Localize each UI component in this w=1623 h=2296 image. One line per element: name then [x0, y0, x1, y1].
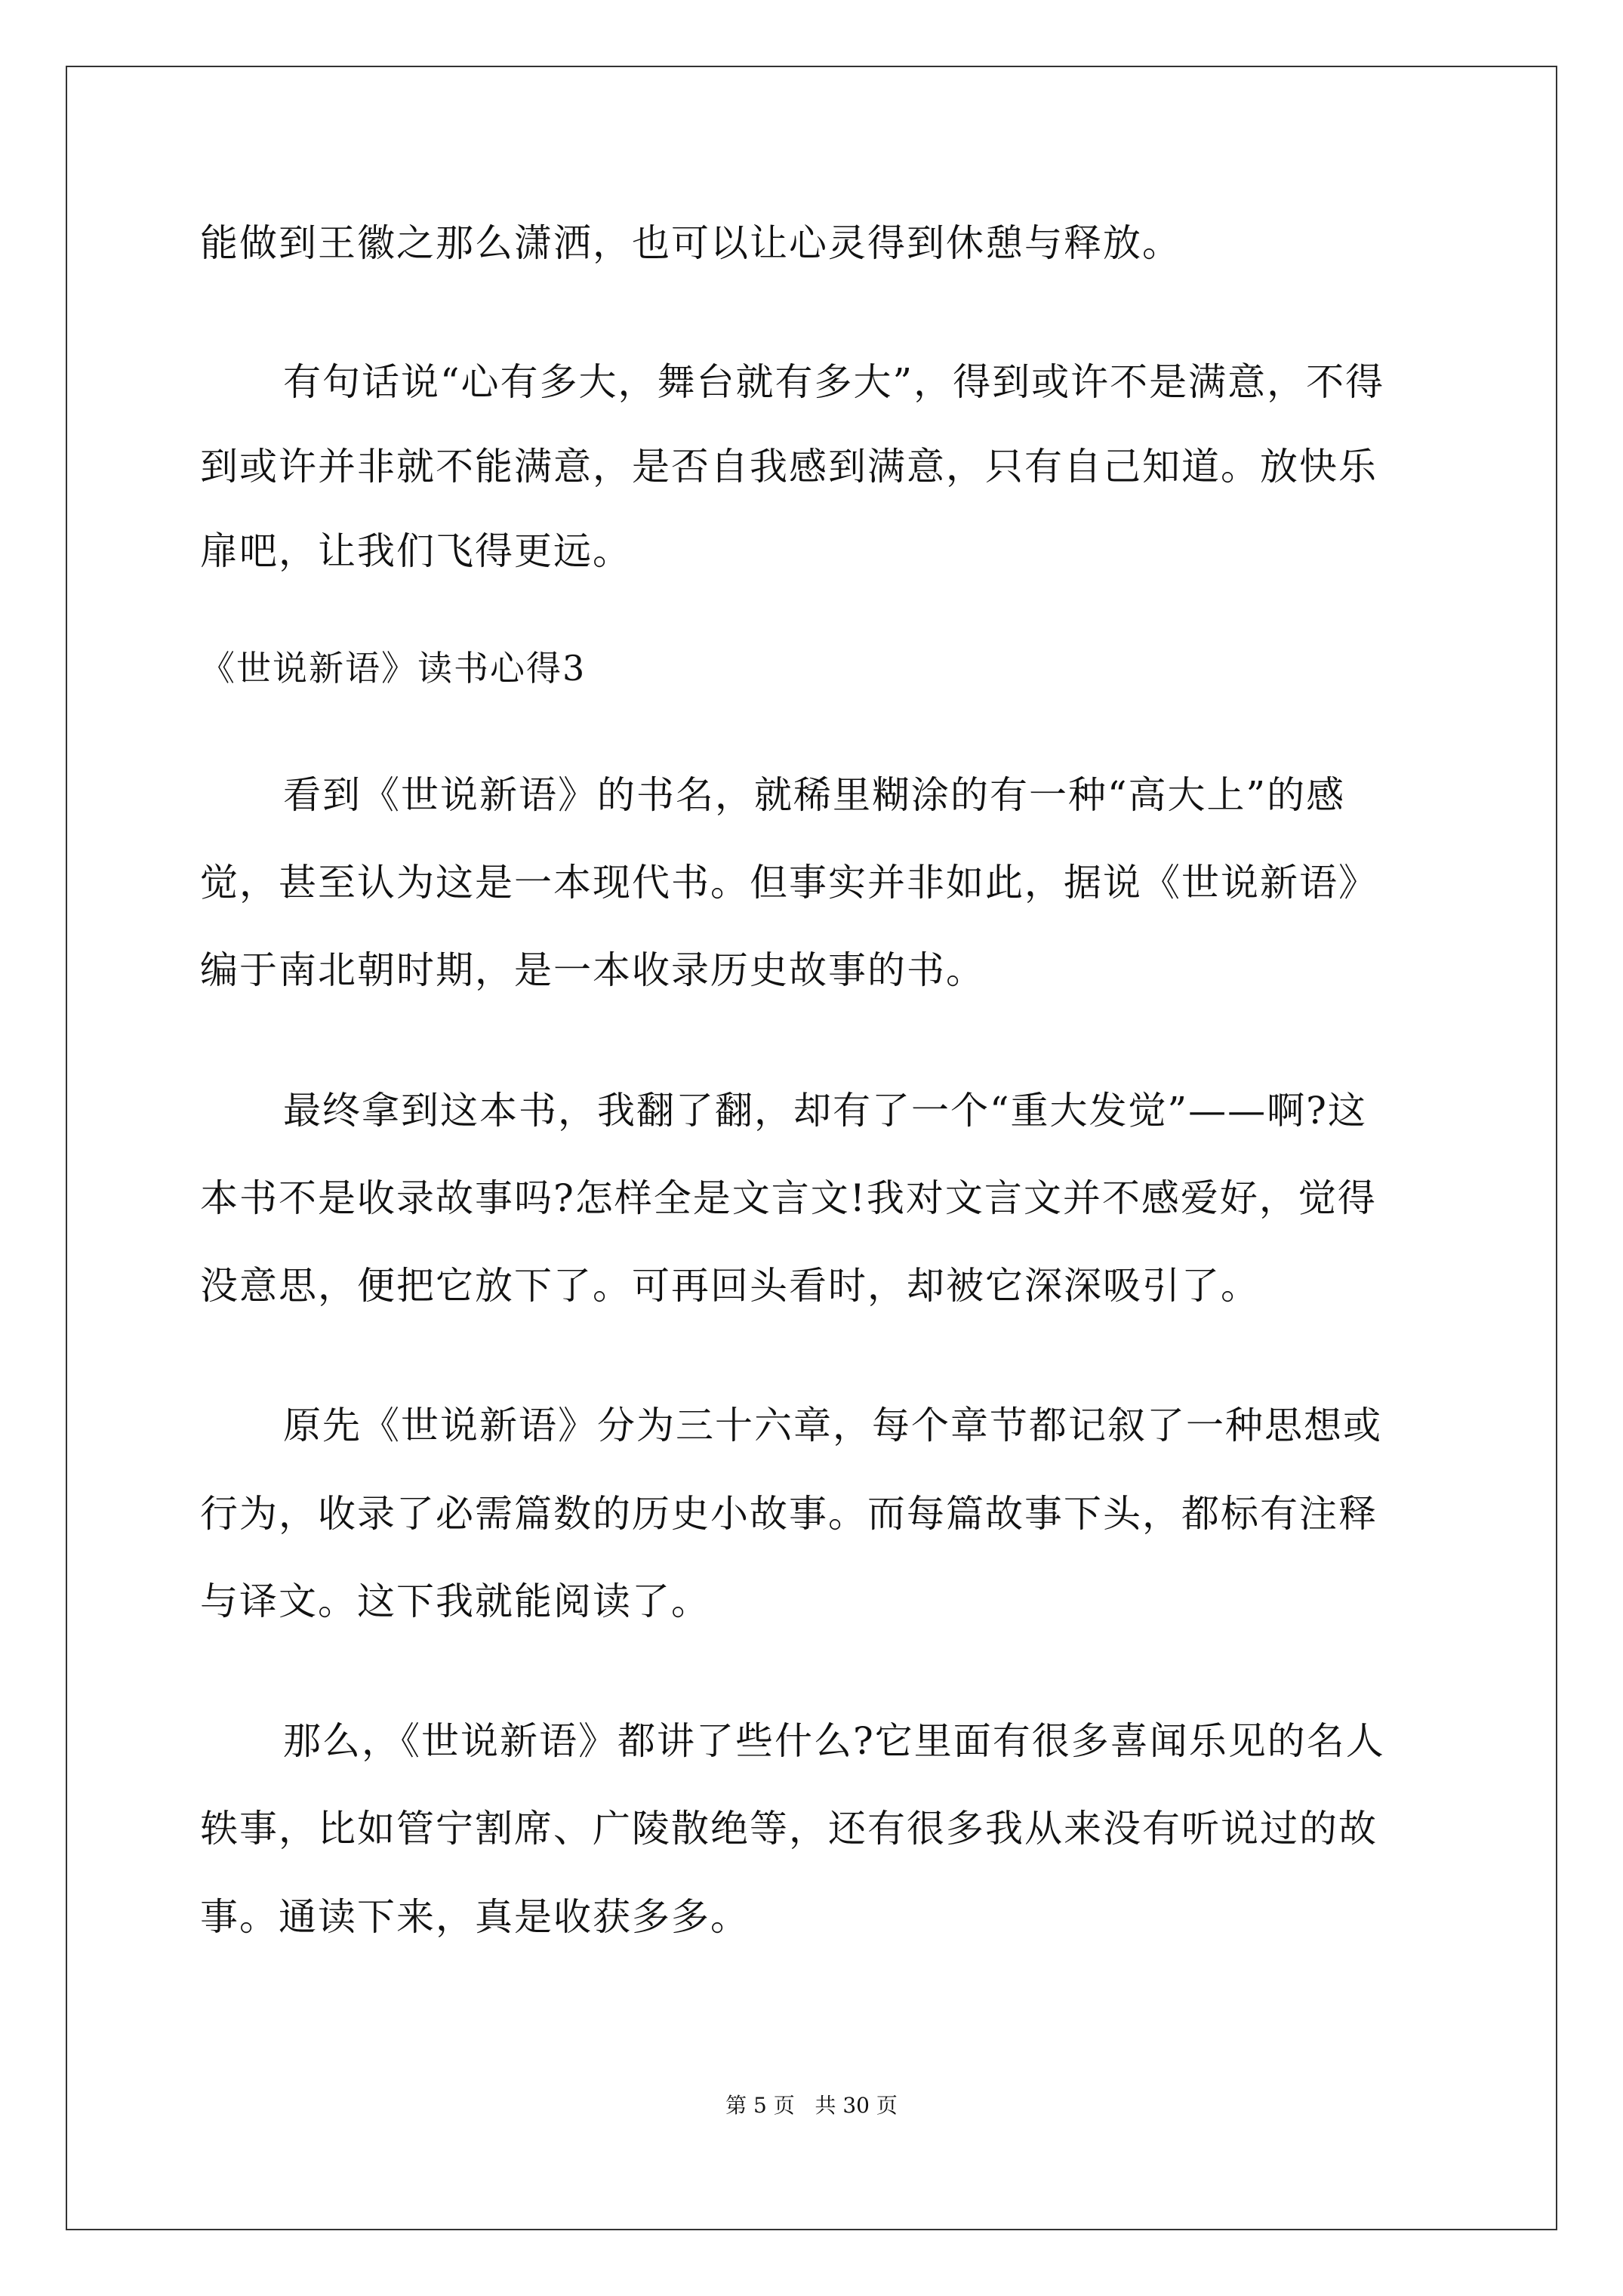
paragraph-line: 行为，收录了必需篇数的历史小故事。而每篇故事下头，都标有注释: [200, 1492, 1378, 1536]
paragraph-line: 最终拿到这本书，我翻了翻，却有了一个“重大发觉”——啊?这: [283, 1089, 1367, 1133]
paragraph-line: 没意思，便把它放下了。可再回头看时，却被它深深吸引了。: [200, 1264, 1260, 1308]
paragraph-line: 觉，甚至认为这是一本现代书。但事实并非如此，据说《世说新语》: [200, 861, 1378, 905]
paragraph-line: 与译文。这下我就能阅读了。: [200, 1579, 710, 1623]
paragraph-line: 到或许并非就不能满意，是否自我感到满意，只有自己知道。放快乐: [200, 445, 1378, 488]
paragraph-line: 看到《世说新语》的书名，就稀里糊涂的有一种“高大上”的感: [283, 773, 1346, 817]
page-footer: 第 5 页 共 30 页: [725, 2093, 898, 2118]
paragraph-line: 那么，《世说新语》都讲了些什么?它里面有很多喜闻乐见的名人: [283, 1719, 1385, 1763]
paragraph-line: 编于南北朝时期，是一本收录历史故事的书。: [200, 948, 985, 992]
paragraph-line: 能做到王徽之那么潇洒，也可以让心灵得到休憩与释放。: [200, 221, 1181, 265]
paragraph-line: 事。通读下来，真是收获多多。: [200, 1895, 750, 1939]
paragraph-line: 扉吧，让我们飞得更远。: [200, 529, 632, 573]
paragraph-line: 本书不是收录故事吗?怎样全是文言文!我对文言文并不感爱好，觉得: [200, 1176, 1377, 1220]
paragraph-line: 原先《世说新语》分为三十六章，每个章节都记叙了一种思想或: [283, 1404, 1382, 1447]
paragraph-line: 轶事，比如管宁割席、广陵散绝等，还有很多我从来没有听说过的故: [200, 1807, 1378, 1851]
section-heading: 《世说新语》读书心得3: [200, 648, 587, 689]
paragraph-line: 有句话说“心有多大，舞台就有多大”，得到或许不是满意，不得: [283, 360, 1385, 404]
